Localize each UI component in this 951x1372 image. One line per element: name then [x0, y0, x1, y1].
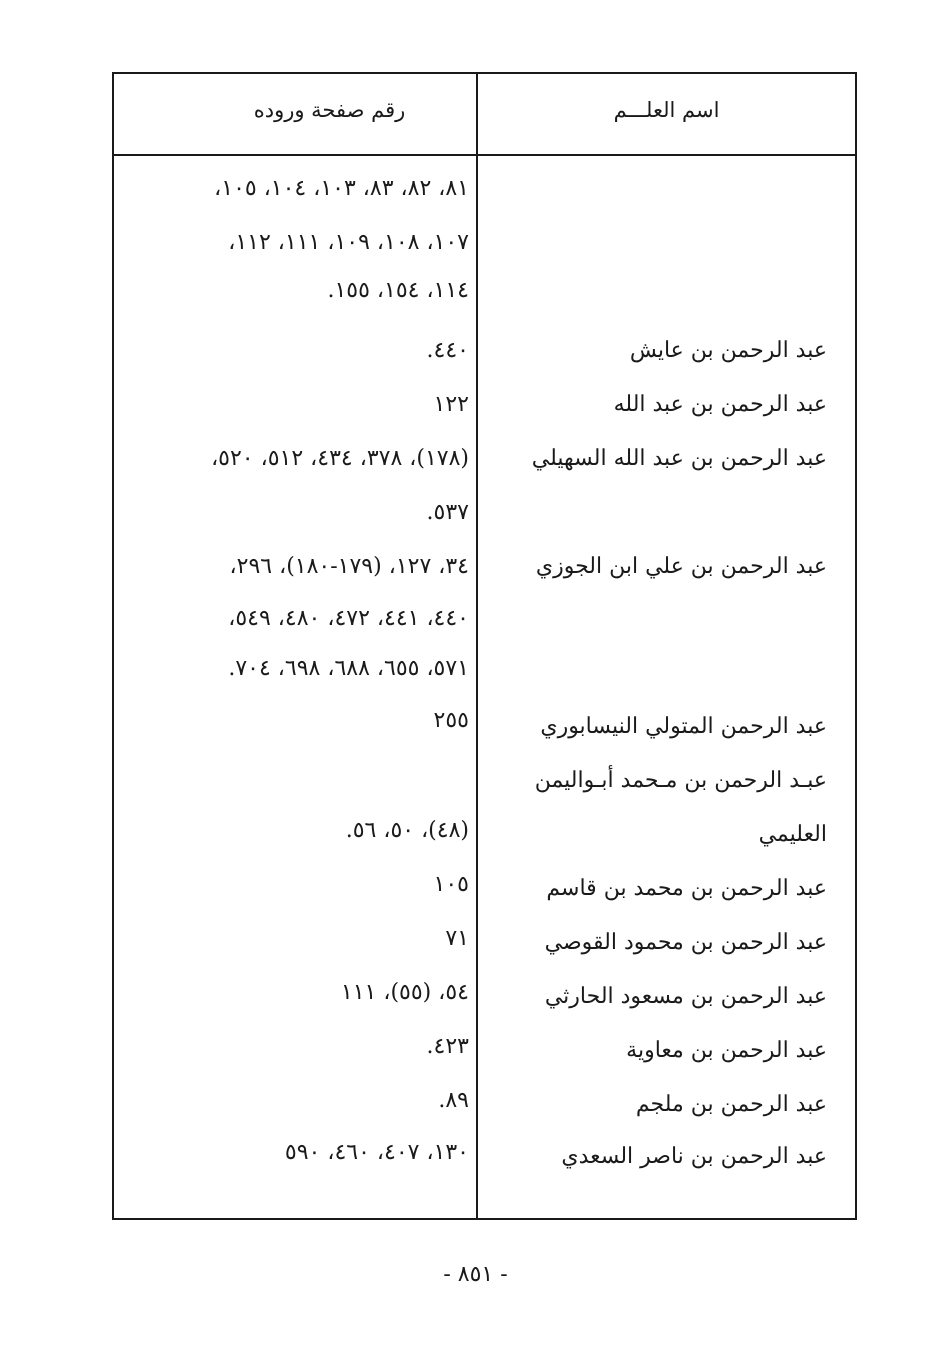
- person-name: عبد الرحمن بن ناصر السعدي: [561, 1144, 827, 1169]
- pages-line: ١٠٥: [433, 872, 469, 897]
- person-name: عبد الرحمن بن عبد الله السهيلي: [531, 446, 827, 471]
- person-name: عبد الرحمن المتولي النيسابوري: [540, 714, 827, 739]
- pages-line: (١٧٨)، ٣٧٨، ٤٣٤، ٥١٢، ٥٢٠،: [211, 446, 469, 471]
- person-name: عبد الرحمن بن مسعود الحارثي: [544, 984, 827, 1009]
- pages-line: ٤٤٠.: [426, 338, 469, 363]
- person-name: عبد الرحمن بن عبد الله: [613, 392, 827, 417]
- pages-line: ٥٧١، ٦٥٥، ٦٨٨، ٦٩٨، ٧٠٤.: [228, 656, 469, 681]
- person-name: عبد الرحمن بن عايش: [629, 338, 827, 363]
- index-table: [112, 72, 857, 1220]
- pages-line: (٤٨)، ٥٠، ٥٦.: [345, 818, 469, 843]
- pages-line: ١٠٧، ١٠٨، ١٠٩، ١١١، ١١٢،: [228, 230, 469, 255]
- pages-line: ٢٥٥: [433, 708, 469, 733]
- pages-line: ٥٤، (٥٥)، ١١١: [340, 980, 469, 1005]
- person-name: العليمي: [758, 822, 827, 847]
- pages-line: ٤٤٠، ٤٤١، ٤٧٢، ٤٨٠، ٥٤٩،: [228, 606, 469, 631]
- pages-line: ١٢٢: [433, 392, 469, 417]
- pages-line: ٨١، ٨٢، ٨٣، ١٠٣، ١٠٤، ١٠٥،: [214, 176, 469, 201]
- person-name: عبد الرحمن بن ملجم: [635, 1092, 827, 1117]
- pages-line: ٤٢٣.: [426, 1034, 469, 1059]
- person-name: عبد الرحمن بن علي ابن الجوزي: [535, 554, 827, 579]
- header-name-column: اسم العلـــم: [613, 98, 720, 122]
- person-name: عبـد الرحمن بن مـحمد أبـواليمن: [534, 768, 827, 793]
- header-rule: [114, 154, 855, 156]
- pages-line: ٣٤، ١٢٧، (١٧٩-١٨٠)، ٢٩٦،: [229, 554, 469, 579]
- page-number: - ٨٥١ -: [443, 1262, 508, 1287]
- pages-line: ٧١: [445, 926, 469, 951]
- person-name: عبد الرحمن بن معاوية: [626, 1038, 827, 1063]
- pages-line: ٨٩.: [438, 1088, 469, 1113]
- header-pages-column: رقم صفحة وروده: [253, 98, 406, 122]
- person-name: عبد الرحمن بن محمد بن قاسم: [546, 876, 827, 901]
- pages-line: ٥٣٧.: [426, 500, 469, 525]
- column-divider: [476, 74, 478, 1218]
- pages-line: ١١٤، ١٥٤، ١٥٥.: [327, 278, 469, 303]
- person-name: عبد الرحمن بن محمود القوصي: [544, 930, 827, 955]
- pages-line: ١٣٠، ٤٠٧، ٤٦٠، ٥٩٠: [284, 1140, 469, 1165]
